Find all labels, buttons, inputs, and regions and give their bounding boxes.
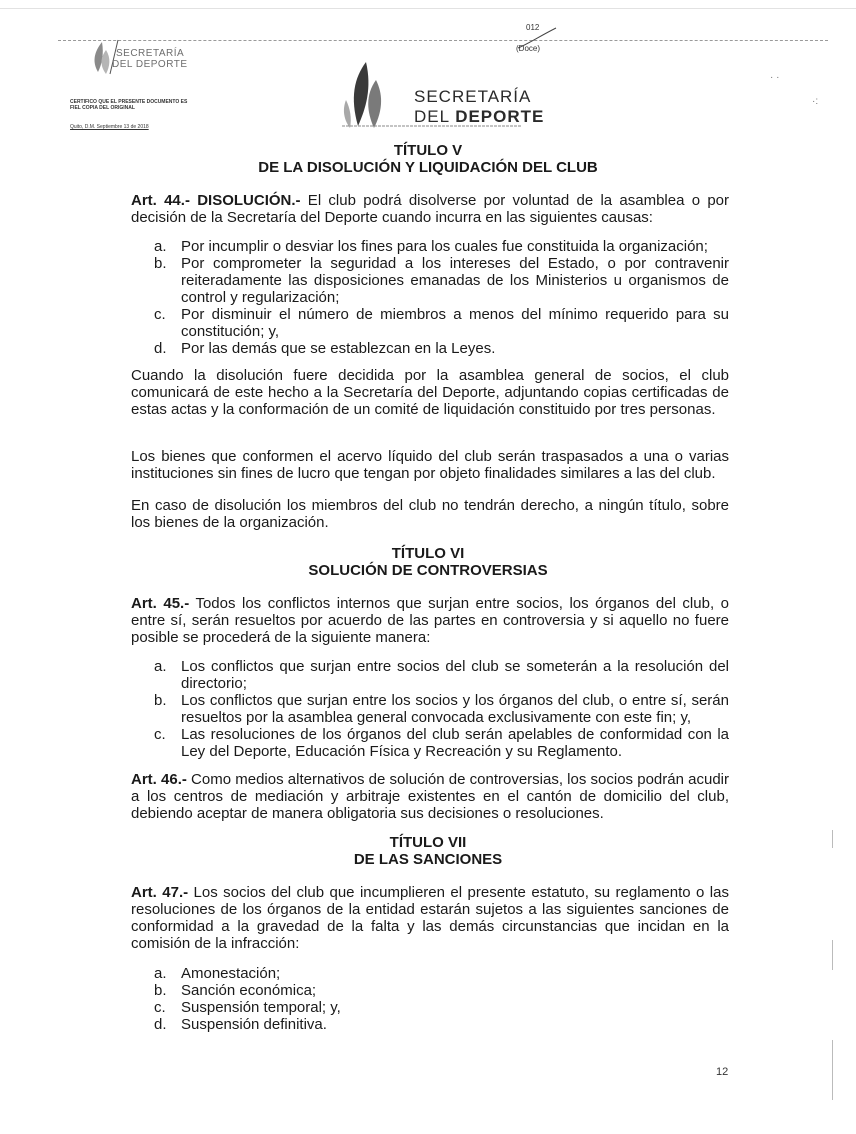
logo-text-line2: DEL DEPORTE: [414, 107, 545, 126]
art-45-intro: Art. 45.- Todos los conflictos internos que surjan entre socios, los órganos del club, o entre sí, serán resueltos por acuerdo de las partes en controversia y si aquello no fuere posible se procederá de la siguiente manera:: [131, 595, 729, 646]
list-item: a. Por incumplir o desviar los fines para los cuales fue constituida la organización;: [154, 238, 708, 255]
logo-text-line1: SECRETARÍA: [414, 87, 532, 106]
secretaria-logo-icon: [336, 60, 398, 130]
scan-speckle: · ·: [770, 72, 780, 83]
list-item: c. Las resoluciones de los órganos del club serán apelables de conformidad con la Ley del Deporte, Educación Física y Recreación y su Reglamento.: [154, 726, 729, 760]
art-44-list: [151, 238, 729, 357]
title-6-subheading: SOLUCIÓN DE CONTROVERSIAS: [308, 562, 548, 579]
scan-mark: [832, 1040, 833, 1100]
list-item: b. Por comprometer la seguridad a los intereses del Estado, o por contravenir reiteradamente las disposiciones emanadas de los Ministerios u organismos de control y regularización;: [154, 255, 729, 306]
art-44-intro: Art. 44.- DISOLUCIÓN.- El club podrá disolverse por voluntad de la asamblea o por decisión de la Secretaría del Deporte cuando incurra en las siguientes causas:: [131, 192, 729, 226]
list-item: c. Por disminuir el número de miembros a menos del mínimo requerido para su constitución; y,: [154, 306, 729, 340]
title-6-heading: TÍTULO VI: [391, 545, 465, 562]
stamp-name-line2: DEL DEPORTE: [112, 59, 188, 70]
art-46-paragraph: Art. 46.- Como medios alternativos de solución de controversias, los socios podrán acudir a los centros de mediación y arbitraje existentes en el cantón de domicilio del club, debiendo aceptar de manera obligatoria sus decisiones o resoluciones.: [131, 771, 729, 822]
art-47-intro: Art. 47.- Los socios del club que incumplieren el presente estatuto, su reglamento o las resoluciones de los órganos de la entidad estarán sujetos a las siguientes sanciones de conformidad a la gravedad de la falta y las demás circunstancias que incidan en la comisión de la infracción:: [131, 884, 729, 952]
art-47-list: [151, 965, 729, 1033]
certification-text: CERTIFICO QUE EL PRESENTE DOCUMENTO ES FIEL COPIA DEL ORIGINAL: [70, 99, 188, 111]
list-item: d. Suspensión definitiva.: [154, 1016, 327, 1033]
list-item: b. Los conflictos que surjan entre los socios y los órganos del club, o entre sí, serán resueltos por la asamblea general convocada exclusivamente con este fin; y,: [154, 692, 729, 726]
stamp-name-line1: SECRETARÍA: [116, 48, 185, 59]
logo-underline: [342, 124, 522, 128]
title-5-subheading: DE LA DISOLUCIÓN Y LIQUIDACIÓN DEL CLUB: [258, 159, 598, 176]
list-item: c. Suspensión temporal; y,: [154, 999, 341, 1016]
art-44-paragraph-3: Los bienes que conformen el acervo líquido del club serán traspasados a una o varias instituciones sin fines de lucro que tengan por objeto finalidades similares a las del club.: [131, 448, 729, 482]
scan-mark: [832, 940, 833, 970]
art-44-paragraph-2: Cuando la disolución fuere decidida por la asamblea general de socios, el club comunicará de este hecho a la Secretaría del Deporte, adjuntando copias certificadas de estas actas y la conformación de un comité de liquidación constituido por tres personas.: [131, 367, 729, 418]
title-7-subheading: DE LAS SANCIONES: [353, 851, 503, 868]
page-number: 12: [716, 1066, 729, 1078]
scan-edge-line: [0, 8, 856, 9]
header-dashed-line: [58, 40, 828, 41]
folio-number: 012: [526, 23, 540, 32]
art-44-paragraph-4: En caso de disolución los miembros del club no tendrán derecho, a ningún título, sobre los bienes de la organización.: [131, 497, 729, 531]
list-item: a. Amonestación;: [154, 965, 281, 982]
list-item: a. Los conflictos que surjan entre socios del club se someterán a la resolución del directorio;: [154, 658, 729, 692]
list-item: d. Por las demás que se establezcan en la Leyes.: [154, 340, 496, 357]
certification-date: Quito, D.M. Septiembre 13 de 2018: [70, 124, 149, 130]
art-45-list: [151, 658, 729, 760]
title-5-heading: TÍTULO V: [393, 142, 463, 159]
folio-word: (Doce): [516, 44, 541, 53]
scan-speckle: ·:: [812, 96, 819, 107]
list-item: b. Sanción económica;: [154, 982, 317, 999]
title-7-heading: TÍTULO VII: [389, 834, 467, 851]
